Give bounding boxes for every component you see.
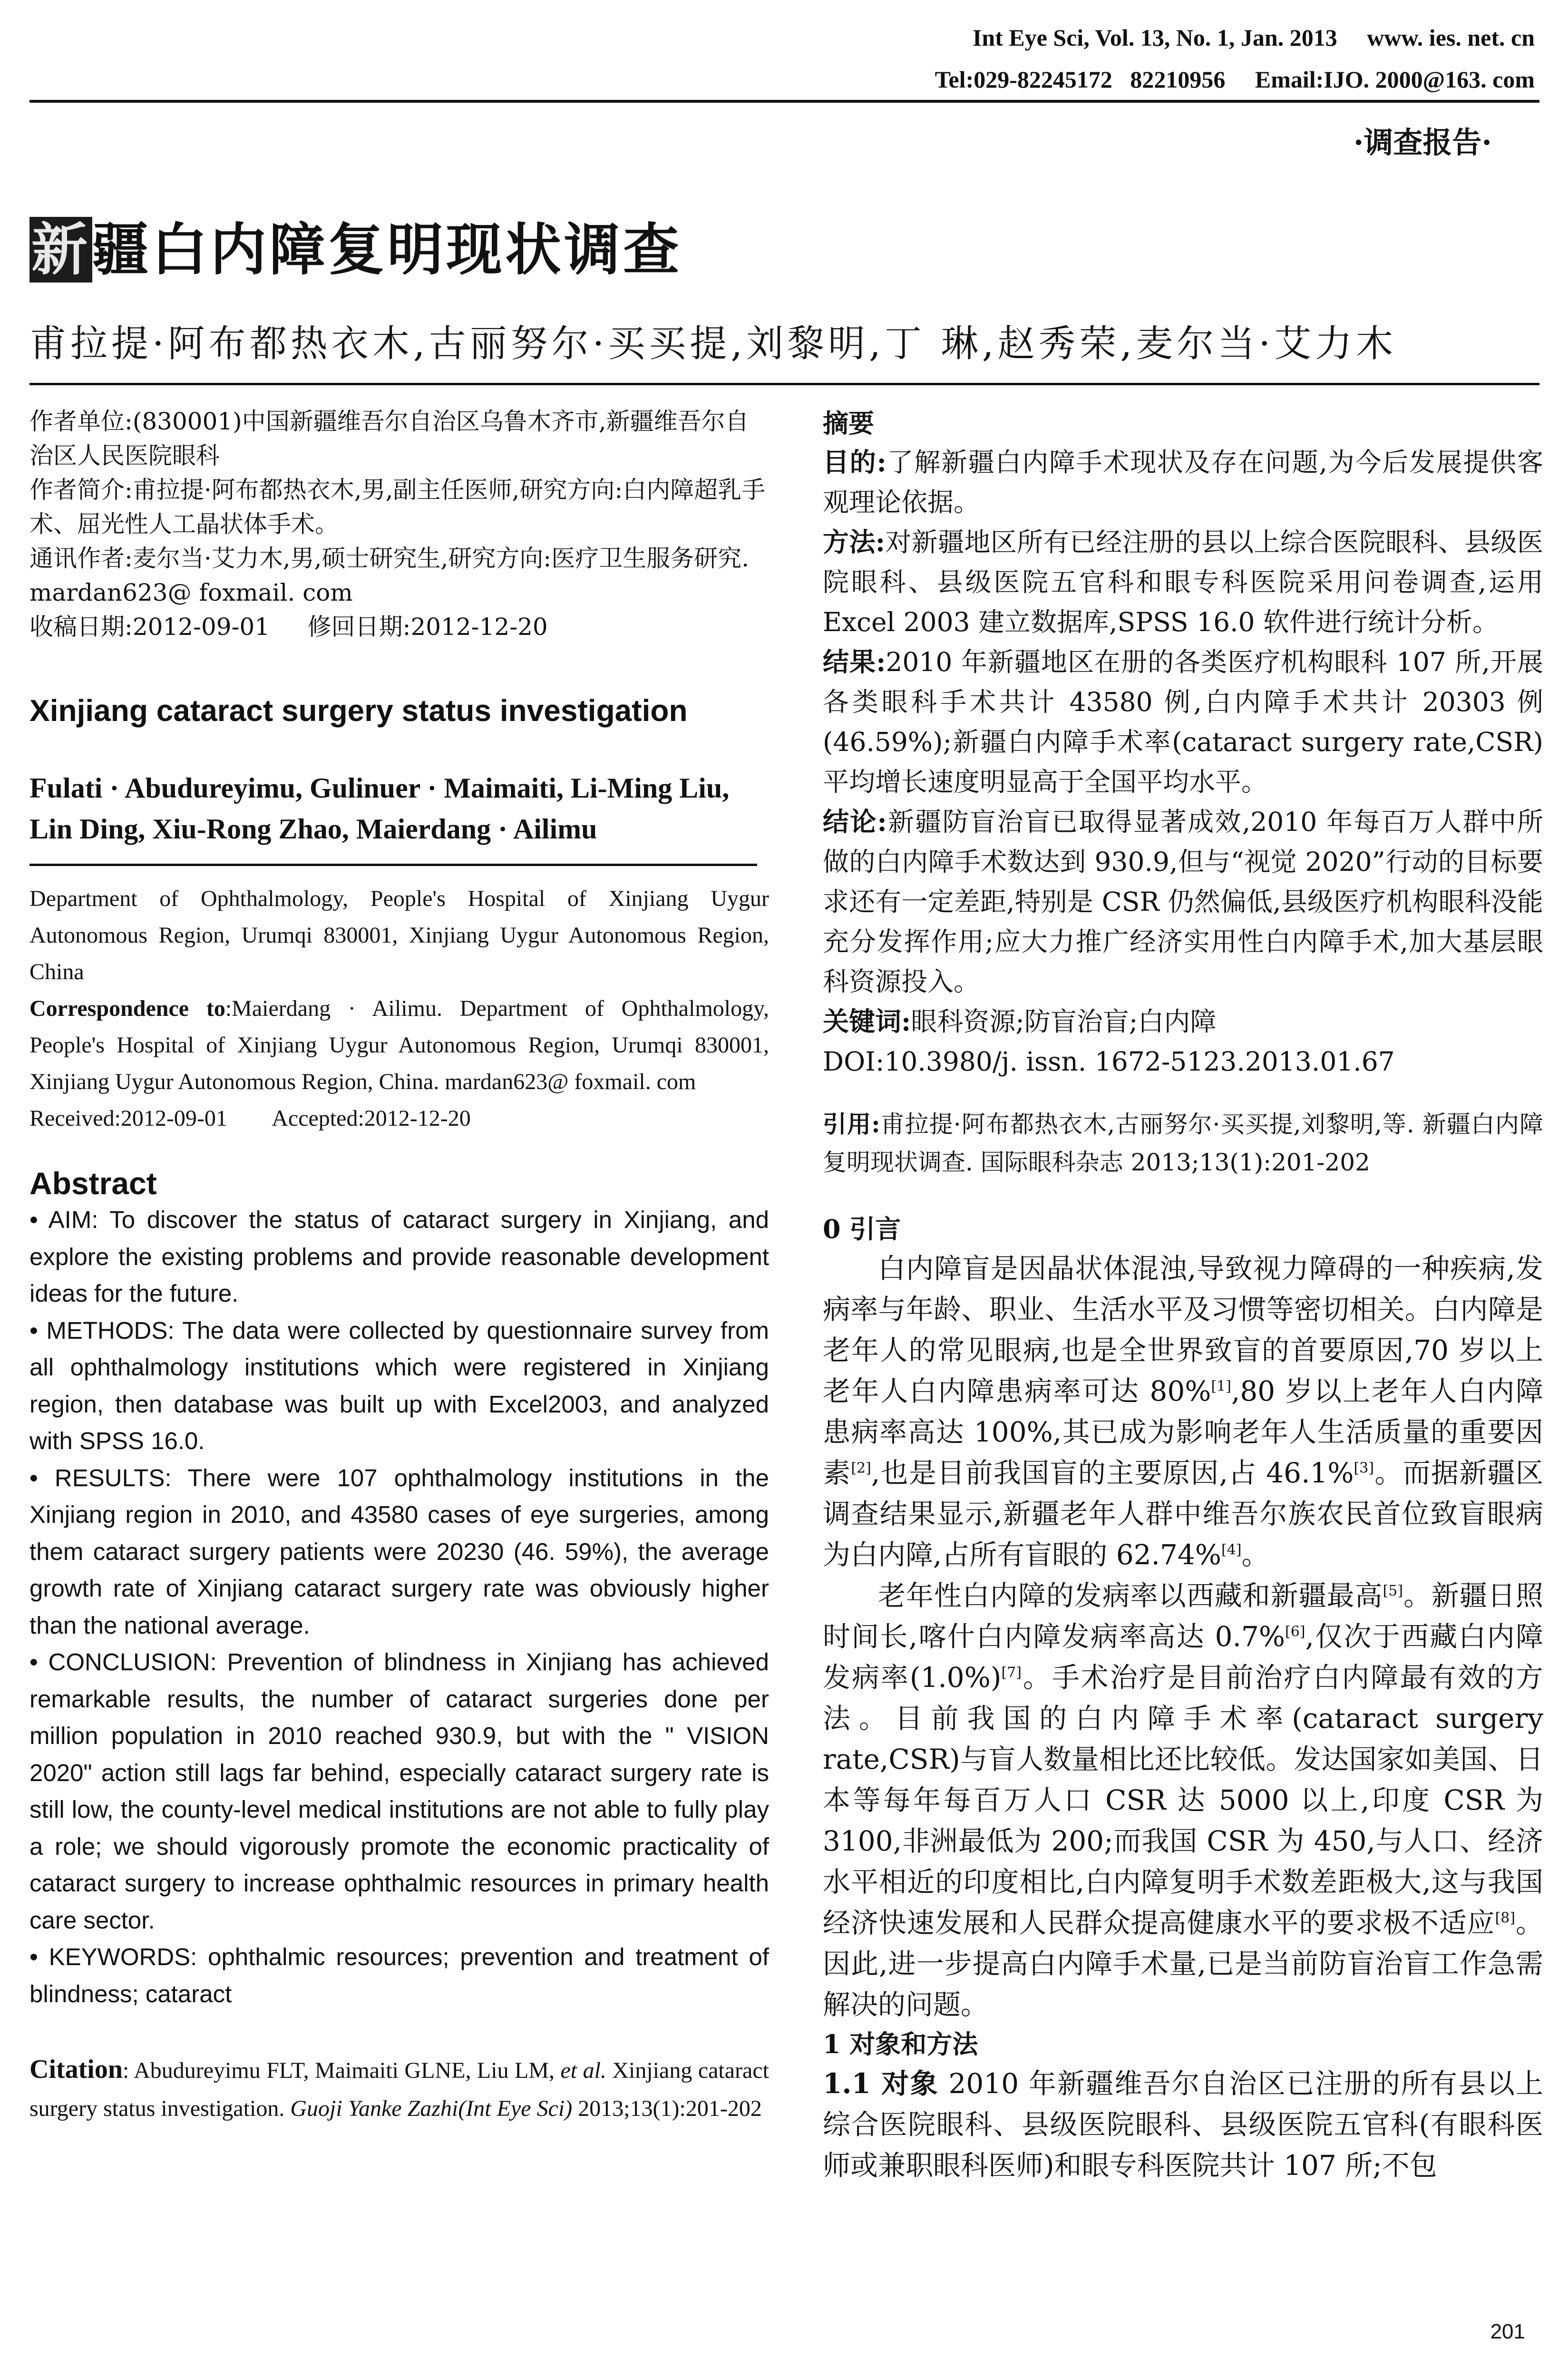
intro-p1-c: ,也是目前我国盲的主要原因,占 46.1%: [871, 1457, 1354, 1489]
intro-p2-e: 。因此,进一步提高白内障手术量,已是当前防盲治盲工作急需解决的问题。: [823, 1907, 1543, 2021]
abstract-cn-aim: [823, 442, 1543, 522]
citation-en-part-a: : Abudureyimu FLT, Maimaiti GLNE, Liu LM,: [123, 2058, 561, 2083]
author-dates: 收稿日期:2012-09-01 修回日期:2012-12-20: [29, 613, 548, 641]
intro-p1-d: 。而据新疆区调查结果显示,新疆老年人群中维吾尔族农民首位致盲眼病为白内障,占所有盲眼的 62.74%: [823, 1457, 1543, 1571]
abstract-results: • RESULTS: There were 107 ophthalmology institutions in the Xinjiang region in 2010, and 43580 cases of eye surgeries, among them cataract surgery patients were 20230 (46. 59%), the average growth rate of Xinjiang cataract surgery rate was obviously higher than the national average.: [29, 1464, 769, 1639]
citation-en-part-b: Xinjiang cataract surgery status investigation.: [29, 2058, 769, 2121]
aim-text: 了解新疆白内障手术现状及存在问题,为今后发展提供客观理论依据。: [823, 447, 1544, 517]
article-title: [29, 205, 682, 285]
conclusion-text: 新疆防盲治盲已取得显著成效,2010 年每百万人群中所做的白内障手术数达到 930.9,但与“视觉 2020”行动的目标要求还有一定差距,特别是 CSR 仍然偏低,县级医疗机构眼科没能充分发挥作用;应大力推广经济实用性白内障手术,加大基层眼科资源投入。: [823, 807, 1543, 997]
citation-cn: [823, 1105, 1543, 1181]
results-label: 结果:: [823, 646, 886, 677]
citation-cn-text: 甫拉提·阿布都热衣木,古丽努尔·买买提,刘黎明,等. 新疆白内障复明现状调查. 国际眼科杂志 2013;13(1):201-202: [823, 1111, 1543, 1176]
english-correspondence: [29, 990, 769, 1100]
authors-cn: 甫拉提·阿布都热衣木,古丽努尔·买买提,刘黎明,丁 琳,赵秀荣,麦尔当·艾力木: [29, 322, 1397, 365]
abstract-methods: • METHODS: The data were collected by questionnaire survey from all ophthalmology institutions which were registered in Xinjiang region, then database was built up with Excel2003, and analyzed with SPSS 16.0.: [29, 1316, 769, 1454]
methods-sub-label: 1.1 对象: [823, 2067, 939, 2100]
correspondence-text: :Maierdang · Ailimu. Department of Ophthalmology, People's Hospital of Xinjiang Uygur Autonomous Region, Urumqi 830001, Xinjiang Uygur Autonomous Region, China. mardan623@ foxmail. com: [29, 996, 769, 1094]
english-authors: Fulati · Abudureyimu, Gulinuer · Maimaiti, Li-Ming Liu, Lin Ding, Xiu-Rong Zhao, Maierdang · Ailimu: [29, 772, 730, 845]
intro-p1-a: 白内障盲是因晶状体混浊,导致视力障碍的一种疾病,发病率与年龄、职业、生活水平及习惯等密切相关。白内障是老年人的常见眼病,也是全世界致盲的首要原因,70 岁以上老年人白内障患病率可达 80%: [823, 1252, 1543, 1407]
conclusion-label: 结论:: [823, 806, 887, 837]
abstract-keywords: • KEYWORDS: ophthalmic resources; prevention and treatment of blindness; cataract: [29, 1943, 769, 2007]
intro-p1-b: ,80 岁以上老年人白内障患病率高达 100%,其已成为影响老年人生活质量的重要因素: [823, 1375, 1543, 1489]
author-affiliation: 作者单位:(830001)中国新疆维吾尔自治区乌鲁木齐市,新疆维吾尔自治区人民医院眼科: [29, 408, 749, 469]
abstract-aim: • AIM: To discover the status of cataract surgery in Xinjiang, and explore the existing problems and provide reasonable development ideas for the future.: [29, 1206, 769, 1307]
journal-header-line: Int Eye Sci, Vol. 13, No. 1, Jan. 2013 www. ies. net. cn: [972, 24, 1535, 51]
page-number: 201: [1490, 2320, 1525, 2343]
english-department: Department of Ophthalmology, People's Hospital of Xinjiang Uygur Autonomous Region, Urumqi 830001, Xinjiang Uygur Autonomous Region, China: [29, 886, 769, 984]
methods-label: 方法:: [823, 526, 886, 557]
english-title: Xinjiang cataract surgery status investigation: [29, 693, 688, 728]
intro-heading: 0 引言: [823, 1214, 901, 1244]
abstract-conclusion: • CONCLUSION: Prevention of blindness in Xinjiang has achieved remarkable results, the number of cataract surgeries done per million population in 2010 reached 930.9, but with the " VISION 2020" action still lags far behind, especially cataract surgery rate is still low, the county-level medical institutions are not able to fully play a role; we should vigorously promote the economic practicality of cataract surgery to increase ophthalmic resources in primary health care sector.: [29, 1648, 769, 1934]
ref-1: [1]: [1211, 1378, 1231, 1395]
title-rule: [29, 383, 1539, 385]
left-column: [29, 404, 769, 2128]
intro-p2-c: ,仅次于西藏白内障发病率(1.0%): [823, 1620, 1543, 1694]
abstract-cn-conclusion: [823, 802, 1543, 1002]
citation-cn-label: 引用:: [823, 1110, 880, 1138]
abstract-cn-methods: [823, 522, 1543, 642]
citation-en-label: Citation: [29, 2055, 123, 2084]
intro-p1-e: 。: [1241, 1539, 1269, 1571]
citation-en-journal: Guoji Yanke Zazhi(Int Eye Sci): [290, 2096, 573, 2121]
aim-label: 目的:: [823, 447, 886, 477]
methods-text: 对新疆地区所有已经注册的县以上综合医院眼科、县级医院眼科、县级医院五官科和眼专科医院采用问卷调查,运用 Excel 2003 建立数据库,SPSS 16.0 软件进行统计分析。: [823, 527, 1543, 637]
author-bio: 作者简介:甫拉提·阿布都热衣木,男,副主任医师,研究方向:白内障超乳手术、屈光性人工晶状体手术。: [29, 476, 766, 538]
citation-en-etal: et al.: [560, 2058, 606, 2083]
keywords-text: 眼科资源;防盲治盲;白内障: [911, 1006, 1217, 1037]
citation-en: [29, 2050, 769, 2128]
ref-2: [2]: [851, 1460, 871, 1477]
ref-8: [8]: [1495, 1909, 1516, 1927]
ref-3: [3]: [1354, 1460, 1374, 1477]
correspondence-label: Correspondence to: [29, 996, 225, 1021]
right-column: [823, 404, 1543, 2186]
abstract-cn-heading: 摘要: [823, 408, 874, 438]
intro-paragraph-2: [823, 1575, 1543, 2025]
title-first-char: 新: [29, 217, 92, 283]
methods-subsection: [823, 2063, 1543, 2186]
english-received: Received:2012-09-01 Accepted:2012-12-20: [29, 1106, 471, 1131]
ref-5: [5]: [1383, 1582, 1403, 1599]
section-label: ·调查报告·: [1353, 125, 1492, 160]
intro-p2-d: 。手术治疗是目前治疗白内障最有效的方法。目前我国的白内障手术率(cataract surgery rate,CSR)与盲人数量相比还比较低。发达国家如美国、日本等每年每百万人口 CSR 达 5000 以上,印度 CSR 为 3100,非洲最低为 200;而我国 CSR 为 450,与人口、经济水平相近的印度相比,白内障复明手术数差距极大,这与我国经济快速发展和人民群众提高健康水平的要求极不适应: [823, 1661, 1543, 1939]
abstract-heading: Abstract: [29, 1166, 157, 1201]
methods-heading: 1 对象和方法: [823, 2029, 978, 2059]
abstract-cn-results: [823, 642, 1543, 802]
english-authors-rule: [29, 864, 757, 866]
ref-4: [4]: [1221, 1541, 1242, 1559]
abstract-cn-doi: DOI:10.3980/j. issn. 1672-5123.2013.01.67: [823, 1046, 1395, 1077]
intro-p2-b: 。新疆日照时间长,喀什白内障发病率高达 0.7%: [823, 1579, 1543, 1653]
citation-en-part-c: 2013;13(1):201-202: [572, 2096, 762, 2121]
intro-p2-a: 老年性白内障的发病率以西藏和新疆最高: [878, 1579, 1383, 1612]
ref-6: [6]: [1285, 1623, 1305, 1640]
header-rule: [29, 100, 1539, 103]
ref-7: [7]: [1001, 1664, 1022, 1681]
title-rest: 疆白内障复明现状调查: [92, 217, 682, 283]
keywords-label: 关键词:: [823, 1006, 911, 1037]
intro-paragraph-1: [823, 1248, 1543, 1575]
results-text: 2010 年新疆地区在册的各类医疗机构眼科 107 所,开展各类眼科手术共计 43580 例,白内障手术共计 20303 例(46.59%);新疆白内障手术率(cataract surgery rate,CSR)平均增长速度明显高于全国平均水平。: [823, 647, 1543, 797]
abstract-cn-keywords: [823, 1002, 1543, 1042]
methods-sub-text: 2010 年新疆维吾尔自治区已注册的所有县以上综合医院眼科、县级医院眼科、县级医院五官科(有眼科医师或兼职眼科医师)和眼专科医院共计 107 所;不包: [823, 2067, 1543, 2182]
author-correspondence: 通讯作者:麦尔当·艾力木,男,硕士研究生,研究方向:医疗卫生服务研究. mardan623@ foxmail. com: [29, 545, 750, 606]
contact-header-line: Tel:029-82245172 82210956 Email:IJO. 2000@163. com: [935, 66, 1535, 93]
